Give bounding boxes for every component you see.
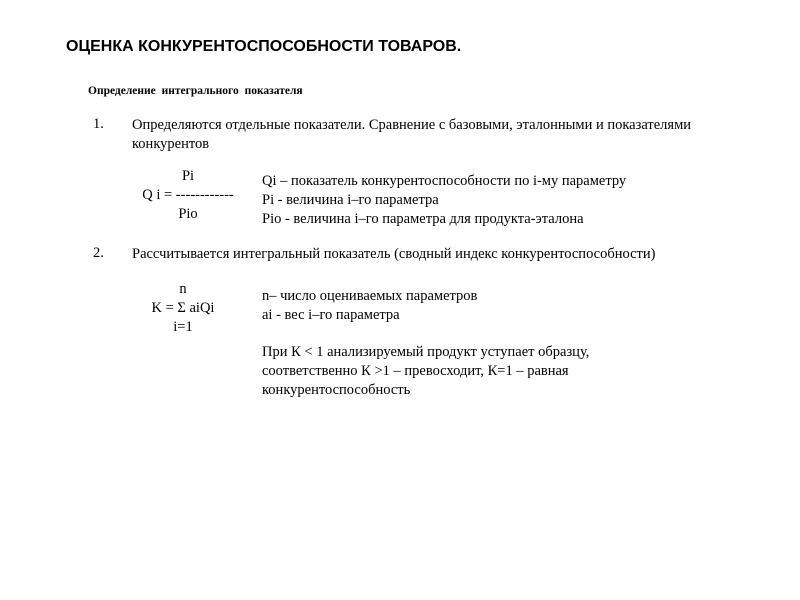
section-subtitle: Определение интегрального показателя	[88, 85, 303, 97]
list-item-number-1: 1.	[93, 116, 104, 132]
conclusion-line: При К < 1 анализируемый продукт уступает образцу,	[262, 344, 590, 360]
legend-line: n– число оцениваемых параметров	[262, 288, 478, 304]
formula-qi-legend	[262, 172, 626, 229]
formula-k-upper-limit: n	[179, 281, 187, 297]
formula-qi-numerator: Pi	[181, 168, 195, 184]
formula-k	[133, 280, 233, 337]
formula-k-main: K = Σ aiQi	[151, 300, 215, 316]
legend-line: ai - вес i–го параметра	[262, 307, 400, 323]
conclusion-line: соответственно К >1 – превосходит, К=1 – равная	[262, 363, 569, 379]
list-item-number-2: 2.	[93, 245, 104, 261]
legend-line: Qi – показатель конкурентоспособности по i-му параметру	[262, 173, 627, 189]
formula-qi-denominator: Pio	[178, 206, 198, 222]
page-title: ОЦЕНКА КОНКУРЕНТОСПОСОБНОСТИ ТОВАРОВ.	[66, 38, 462, 55]
legend-line: Pio - величина i–го параметра для продукта-эталона	[262, 211, 584, 227]
formula-k-lower-limit: i=1	[173, 319, 193, 335]
list-item-text-1: Определяются отдельные показатели. Сравнение с базовыми, эталонными и показателями конкурентов	[132, 117, 692, 152]
formula-k-legend	[262, 287, 477, 325]
formula-qi	[128, 167, 248, 224]
list-item-text-2: Рассчитывается интегральный показатель (сводный индекс конкурентоспособности)	[132, 246, 656, 262]
legend-line: Pi - величина i–го параметра	[262, 192, 439, 208]
conclusion-text	[262, 343, 589, 400]
conclusion-line: конкурентоспособность	[262, 382, 411, 398]
formula-qi-lhs: Q i = ------------	[142, 187, 234, 203]
